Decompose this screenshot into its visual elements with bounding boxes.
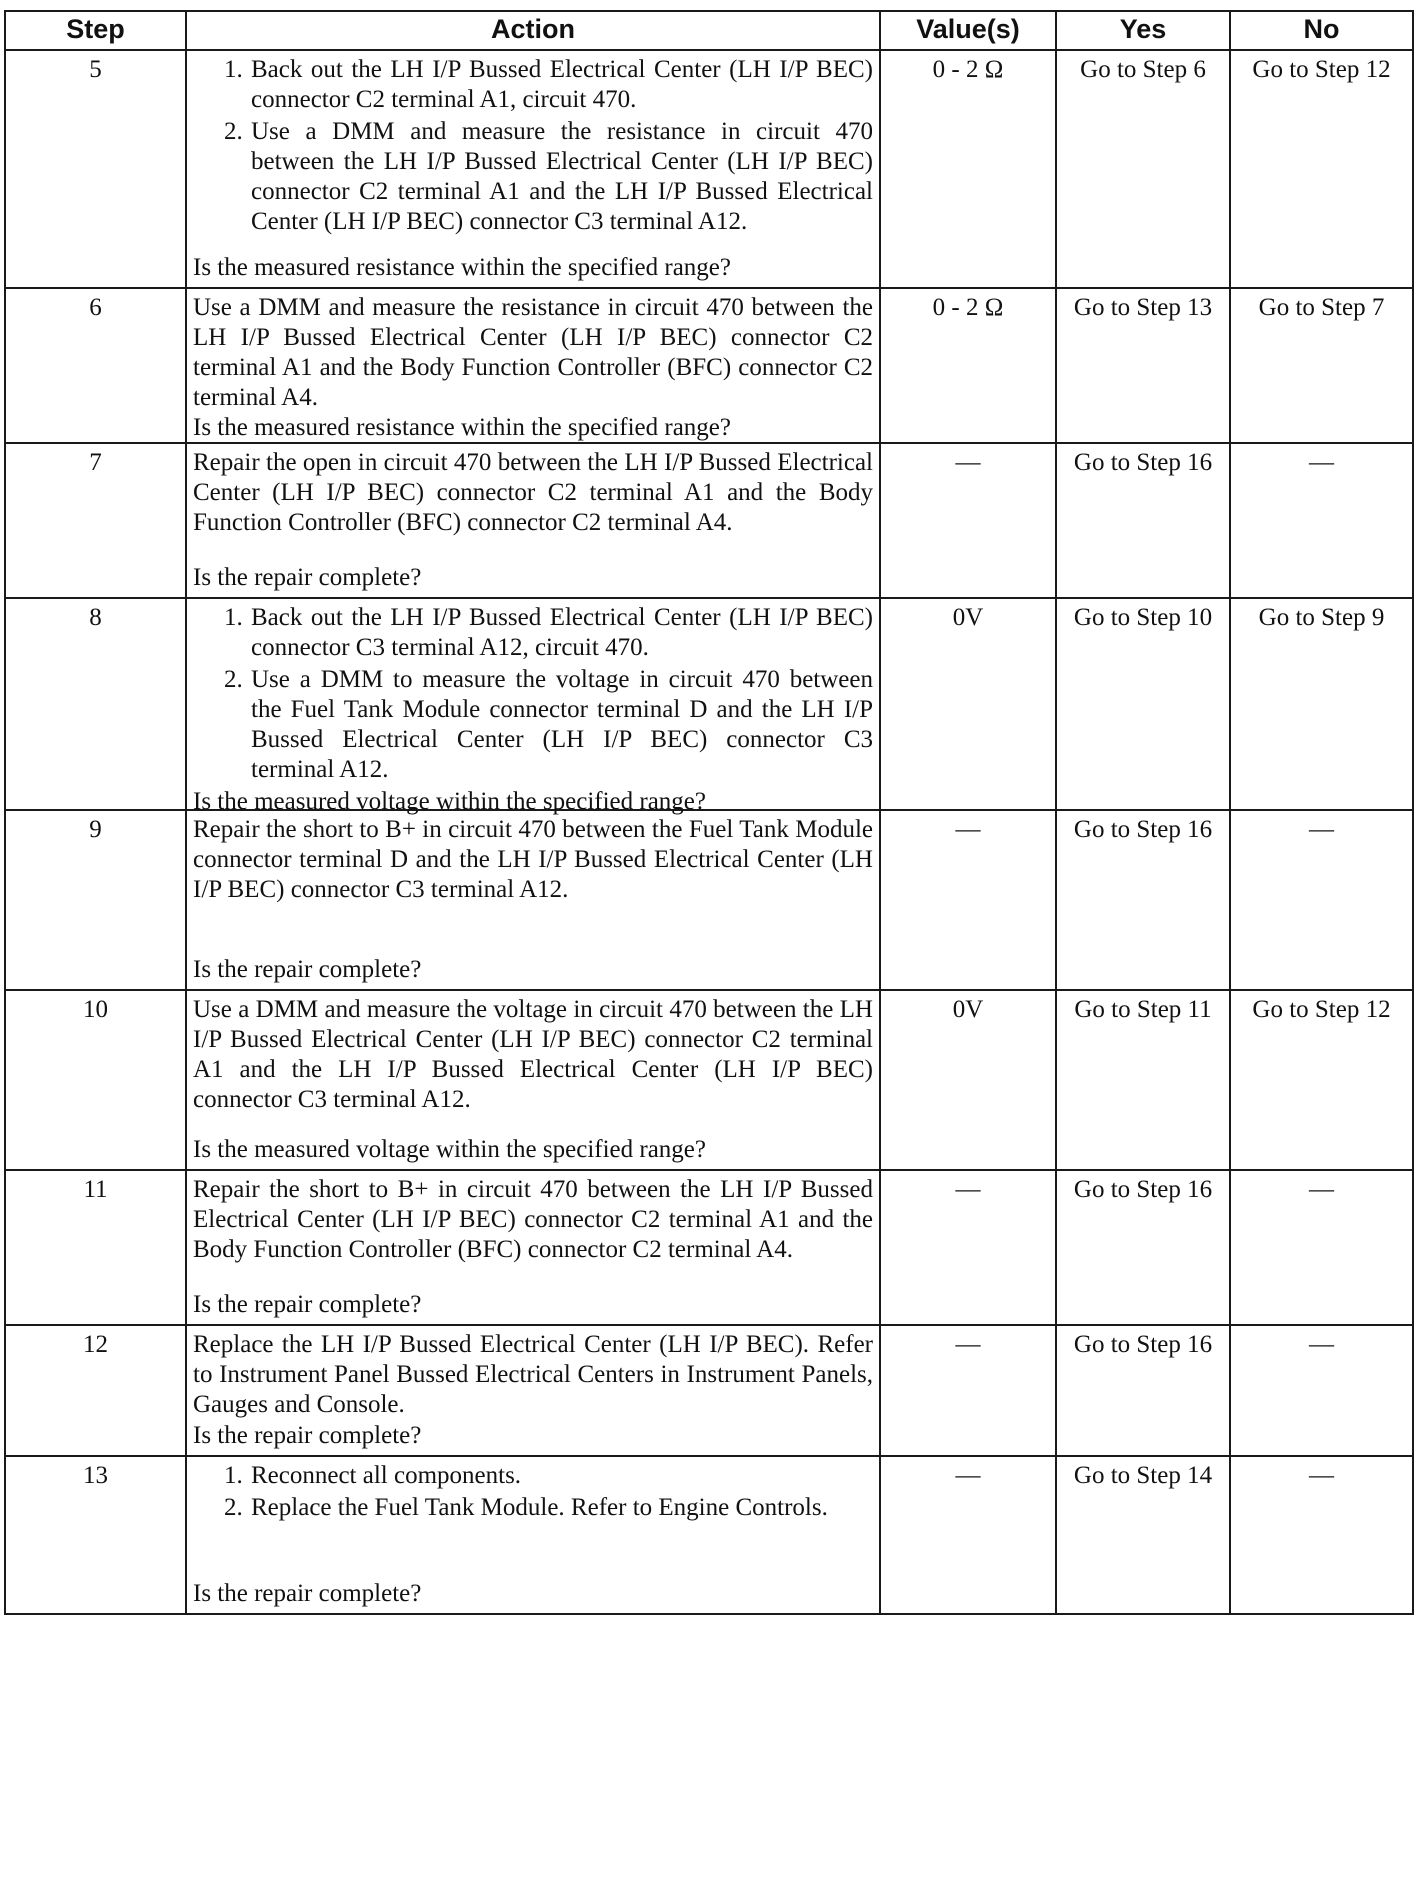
value-cell: 0 - 2 Ω	[880, 288, 1056, 443]
yes-cell: Go to Step 16	[1056, 1325, 1230, 1456]
table-header-row	[5, 11, 1413, 50]
header-values: Value(s)	[880, 11, 1056, 50]
action-cell	[186, 990, 880, 1170]
action-step-item: 2. Use a DMM and measure the resistance in circuit 470 between the LH I/P Bussed Electrical Center (LH I/P BEC) connector C2 terminal A1 and the LH I/P Bussed Electrical Center (LH I/P BEC) connector C3 terminal A12.	[249, 117, 873, 237]
no-cell: —	[1230, 1170, 1413, 1325]
action-question: Is the measured voltage within the specified range?	[193, 788, 707, 815]
step-number: 11	[5, 1170, 186, 1325]
no-cell: Go to Step 12	[1230, 990, 1413, 1170]
step-number: 7	[5, 443, 186, 598]
action-step-item: 1. Reconnect all components.	[249, 1461, 873, 1491]
header-yes: Yes	[1056, 11, 1230, 50]
table-row	[5, 443, 1413, 598]
action-text: Use a DMM and measure the resistance in circuit 470 between the LH I/P Bussed Electrical Center (LH I/P BEC) connector C2 terminal A1 and the Body Function Controller (BFC) connector C2 terminal A4.	[193, 294, 873, 411]
step-number: 8	[5, 598, 186, 810]
table-row	[5, 288, 1413, 443]
step-number: 6	[5, 288, 186, 443]
value-cell: —	[880, 810, 1056, 990]
action-steps-list	[193, 55, 873, 239]
table-row	[5, 810, 1413, 990]
no-cell: —	[1230, 810, 1413, 990]
action-question: Is the repair complete?	[193, 956, 422, 983]
table-row	[5, 1170, 1413, 1325]
action-text: Use a DMM and measure the voltage in circuit 470 between the LH I/P Bussed Electrical Center (LH I/P BEC) connector C2 terminal A1 and the LH I/P Bussed Electrical Center (LH I/P BEC) connector C3 terminal A12.	[193, 996, 873, 1113]
action-question: Is the repair complete?	[193, 1580, 422, 1607]
action-cell	[186, 50, 880, 288]
value-cell: 0V	[880, 990, 1056, 1170]
value-cell: —	[880, 1456, 1056, 1614]
yes-cell: Go to Step 10	[1056, 598, 1230, 810]
table-row	[5, 598, 1413, 810]
yes-cell: Go to Step 16	[1056, 443, 1230, 598]
no-cell: —	[1230, 1325, 1413, 1456]
action-text: Repair the open in circuit 470 between the LH I/P Bussed Electrical Center (LH I/P BEC) connector C2 terminal A1 and the Body Function Controller (BFC) connector C2 terminal A4.	[193, 449, 873, 536]
action-question: Is the repair complete?	[193, 564, 422, 591]
yes-cell: Go to Step 11	[1056, 990, 1230, 1170]
no-cell: —	[1230, 443, 1413, 598]
step-number: 10	[5, 990, 186, 1170]
step-number: 5	[5, 50, 186, 288]
value-cell: —	[880, 443, 1056, 598]
action-steps-list	[193, 603, 873, 787]
action-cell	[186, 1170, 880, 1325]
action-question: Is the measured resistance within the specified range?	[193, 414, 731, 441]
action-cell	[186, 1325, 880, 1456]
action-question: Is the repair complete?	[193, 1422, 422, 1449]
yes-cell: Go to Step 14	[1056, 1456, 1230, 1614]
yes-cell: Go to Step 6	[1056, 50, 1230, 288]
no-cell: —	[1230, 1456, 1413, 1614]
yes-cell: Go to Step 16	[1056, 1170, 1230, 1325]
action-steps-list	[193, 1461, 873, 1525]
action-step-item: 1. Back out the LH I/P Bussed Electrical Center (LH I/P BEC) connector C2 terminal A1, circuit 470.	[249, 55, 873, 115]
table-row	[5, 990, 1413, 1170]
value-cell: —	[880, 1325, 1056, 1456]
header-step: Step	[5, 11, 186, 50]
action-cell	[186, 288, 880, 443]
action-cell	[186, 1456, 880, 1614]
step-number: 12	[5, 1325, 186, 1456]
table-row	[5, 1325, 1413, 1456]
action-text: Repair the short to B+ in circuit 470 between the LH I/P Bussed Electrical Center (LH I/P BEC) connector C2 terminal A1 and the Body Function Controller (BFC) connector C2 terminal A4.	[193, 1176, 873, 1263]
action-cell	[186, 598, 880, 815]
action-text: Replace the LH I/P Bussed Electrical Center (LH I/P BEC). Refer to Instrument Panel Bussed Electrical Centers in Instrument Panels, Gauges and Console.	[193, 1331, 873, 1418]
step-number: 9	[5, 810, 186, 990]
yes-cell: Go to Step 13	[1056, 288, 1230, 443]
action-question: Is the measured voltage within the specified range?	[193, 1136, 707, 1163]
diagnostic-table	[4, 10, 1414, 1615]
value-cell: —	[880, 1170, 1056, 1325]
action-text: Repair the short to B+ in circuit 470 between the Fuel Tank Module connector terminal D and the LH I/P Bussed Electrical Center (LH I/P BEC) connector C3 terminal A12.	[193, 816, 873, 903]
value-cell: 0V	[880, 598, 1056, 810]
table-row	[5, 1456, 1413, 1614]
table-row	[5, 50, 1413, 288]
action-cell	[186, 443, 880, 598]
action-step-item: 2. Replace the Fuel Tank Module. Refer to Engine Controls.	[249, 1493, 873, 1523]
header-action: Action	[186, 11, 880, 50]
step-number: 13	[5, 1456, 186, 1614]
action-step-item: 2. Use a DMM to measure the voltage in circuit 470 between the Fuel Tank Module connector terminal D and the LH I/P Bussed Electrical Center (LH I/P BEC) connector C3 terminal A12.	[249, 665, 873, 785]
header-no: No	[1230, 11, 1413, 50]
yes-cell: Go to Step 16	[1056, 810, 1230, 990]
action-step-item: 1. Back out the LH I/P Bussed Electrical Center (LH I/P BEC) connector C3 terminal A12, circuit 470.	[249, 603, 873, 663]
action-question: Is the measured resistance within the specified range?	[193, 254, 731, 281]
no-cell: Go to Step 9	[1230, 598, 1413, 810]
action-cell	[186, 810, 880, 990]
no-cell: Go to Step 12	[1230, 50, 1413, 288]
value-cell: 0 - 2 Ω	[880, 50, 1056, 288]
no-cell: Go to Step 7	[1230, 288, 1413, 443]
action-question: Is the repair complete?	[193, 1291, 422, 1318]
